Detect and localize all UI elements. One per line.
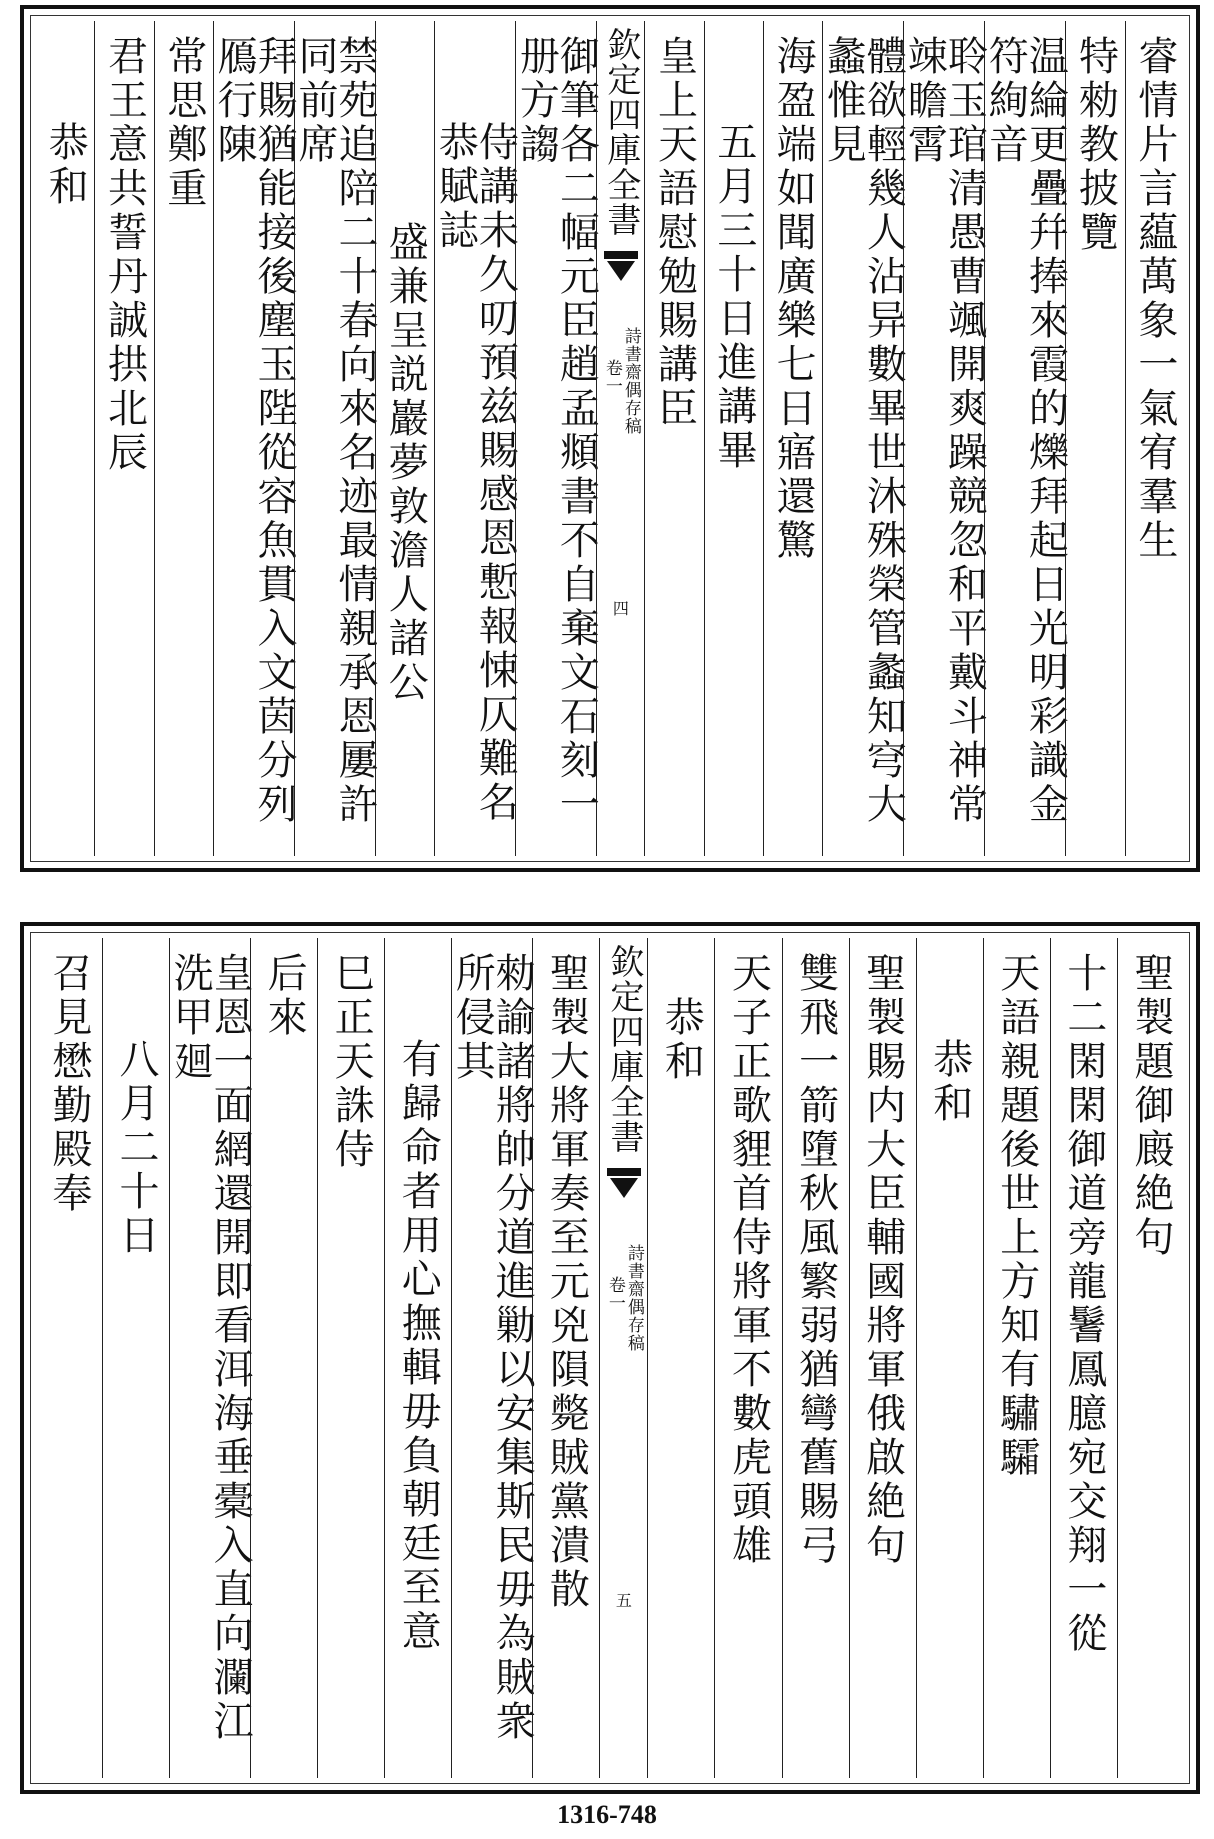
book-title: 欽定四庫全書 [603, 944, 644, 1154]
text-column [1117, 938, 1184, 1778]
text-column [763, 21, 822, 856]
text-column [782, 938, 849, 1778]
column-text: 特勑教披覽 [1072, 35, 1119, 255]
text-column [983, 938, 1050, 1778]
top-page [20, 5, 1200, 872]
leaf-number: 四 [612, 599, 629, 618]
column-text: 雙飛一箭墮秋風繁弱猶彎舊賜弓 [792, 952, 839, 1568]
column-text: 恭和 [926, 1038, 973, 1126]
text-column [704, 21, 763, 856]
column-text: 體欲輕幾人沾异數畢世沐殊榮管蠡知穹大蠡惟見 [820, 35, 907, 827]
column-text: 聖製大將軍奏至元兇隕斃賊黨潰散 [543, 952, 590, 1612]
column-text: 皇上天語慰勉賜講臣 [651, 35, 698, 431]
column-text: 皇恩一面網還開即看洱海垂橐入直向瀾江洗甲廻 [167, 952, 254, 1744]
text-column [820, 21, 907, 856]
center-subtitle-group [606, 1220, 642, 1352]
collection-title: 詩書齋偶存稿 [620, 327, 641, 435]
volume-label: 卷一 [601, 359, 622, 395]
text-column [647, 938, 714, 1778]
column-text: 聖製賜内大臣輔國將軍俄啟絶句 [859, 952, 906, 1568]
text-column [449, 938, 536, 1778]
text-column [375, 21, 434, 856]
text-column [250, 938, 317, 1778]
text-column [1050, 938, 1117, 1778]
leaf-number: 五 [615, 1591, 632, 1610]
column-text: 有歸命者用心撫輯毋負朝廷至意 [395, 1038, 442, 1654]
text-column [982, 21, 1069, 856]
column-text: 恭和 [42, 121, 89, 209]
text-column [292, 21, 379, 856]
column-text: 君王意共誓丹誠拱北辰 [101, 35, 148, 475]
column-text: 十二閑閑御道旁龍鬐鳳臆宛交翔一從 [1060, 952, 1107, 1656]
text-column [901, 21, 988, 856]
column-text: 禁苑追陪二十春向來名迹最情親承恩屢許同前席 [292, 35, 379, 827]
text-column [714, 938, 781, 1778]
text-column [513, 21, 600, 856]
column-text: 常思鄭重 [160, 35, 207, 211]
center-column [596, 21, 644, 856]
column-text: 拜賜猶能接後塵玉陛從容魚貫入文茵分列鴈行陳 [211, 35, 298, 827]
top-page-columns [36, 21, 1184, 856]
column-text: 召見懋勤殿奉 [45, 952, 92, 1216]
text-column [849, 938, 916, 1778]
column-text: 恭和 [658, 996, 705, 1084]
page-code: 1316-748 [557, 1800, 657, 1829]
bottom-page [20, 922, 1200, 1794]
text-column [211, 21, 298, 856]
text-column [384, 938, 451, 1778]
column-text: 天語親題後世上方知有驌驦 [993, 952, 1040, 1480]
text-column [1065, 21, 1124, 856]
bottom-page-columns [36, 938, 1184, 1778]
text-column [432, 21, 519, 856]
text-column [36, 938, 102, 1778]
text-column [916, 938, 983, 1778]
column-text: 聆玉琯清愚曹颯開爽躁競忽和平戴斗神常竦瞻霄 [901, 35, 988, 827]
column-text: 盛兼呈説巖夢敦澹人諸公 [382, 221, 429, 705]
column-text: 海盈端如聞廣樂七日寤還驚 [770, 35, 817, 563]
center-column [599, 938, 647, 1778]
column-text: 侍講未久叨預兹賜感恩慙報悚仄難名恭賦誌 [432, 121, 519, 825]
fishtail-mark [607, 1168, 641, 1212]
column-text: 聖製題御廄絶句 [1127, 952, 1174, 1260]
text-column [167, 938, 254, 1778]
book-title: 欽定四庫全書 [600, 27, 641, 237]
text-column [532, 938, 599, 1778]
text-column [644, 21, 703, 856]
column-text: 天子正歌貍首侍將軍不數虎頭雄 [725, 952, 772, 1568]
column-text: 巳正天誅侍 [328, 952, 375, 1172]
column-text: 御筆各二幅元臣趙孟頫書不自棄文石刻一册方謅 [513, 35, 600, 827]
column-text: 后來 [261, 952, 308, 1040]
volume-label: 卷一 [604, 1276, 625, 1312]
text-column [154, 21, 213, 856]
column-text: 八月二十日 [113, 1038, 160, 1258]
center-subtitle-group [603, 303, 639, 435]
column-text: 勑諭諸將帥分道進勦以安集斯民毋為賊衆所侵其 [449, 952, 536, 1744]
text-column [94, 21, 153, 856]
text-column [1125, 21, 1184, 856]
text-column [317, 938, 384, 1778]
fishtail-mark [604, 251, 638, 295]
column-text: 五月三十日進講畢 [710, 121, 757, 473]
column-text: 温綸更疊幷捧來霞的爍拜起日光明彩識金符絢音 [982, 35, 1069, 827]
column-text: 睿情片言藴萬象一氣宥羣生 [1131, 35, 1178, 563]
collection-title: 詩書齋偶存稿 [623, 1244, 644, 1352]
text-column [36, 21, 94, 856]
text-column [102, 938, 169, 1778]
